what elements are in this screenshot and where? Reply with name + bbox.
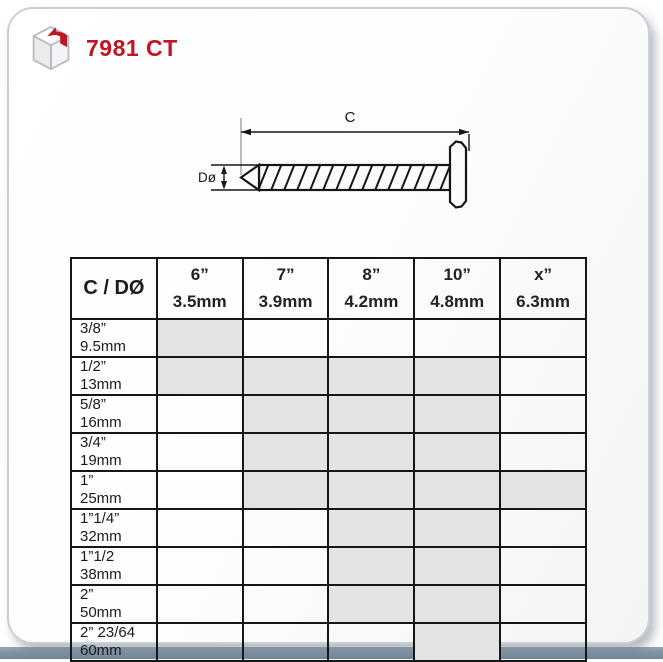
size-cell (500, 395, 586, 433)
table-row (71, 357, 586, 395)
page-title: 7981 CT (86, 34, 178, 61)
size-cell-available (414, 471, 500, 509)
size-cell (328, 319, 414, 357)
size-cell (243, 319, 329, 357)
size-cell (243, 623, 329, 661)
column-header-mm: 3.9mm (258, 292, 313, 311)
size-cell-available (328, 509, 414, 547)
brand (29, 23, 178, 73)
size-cell (500, 547, 586, 585)
row-header-mm: 60mm (80, 642, 122, 659)
table-body (71, 319, 586, 661)
column-header-mm: 6.3mm (516, 292, 570, 311)
row-header (71, 319, 157, 357)
column-header-inches: 10” (443, 265, 471, 284)
size-cell (500, 585, 586, 623)
size-cell-available (243, 357, 329, 395)
row-header-inches: 3/8” (80, 320, 106, 337)
size-cell-available (157, 357, 243, 395)
row-header (71, 547, 157, 585)
diameter-label: Dø (198, 170, 216, 185)
cube-arrow-icon (29, 23, 73, 73)
row-header-mm: 25mm (80, 490, 122, 507)
size-cell (157, 547, 243, 585)
size-cell (243, 509, 329, 547)
size-cell (500, 357, 586, 395)
size-cell-available (414, 433, 500, 471)
size-cell-available (328, 585, 414, 623)
row-header-mm: 9.5mm (80, 338, 126, 355)
size-cell-available (243, 433, 329, 471)
column-header (414, 258, 500, 319)
column-header-inches: 6” (190, 265, 209, 284)
size-cell-available (328, 395, 414, 433)
size-cell (500, 623, 586, 661)
size-cell-available (414, 395, 500, 433)
size-cell-available (328, 357, 414, 395)
row-header-inches: 1” (80, 472, 94, 489)
row-header-inches: 2” (80, 586, 94, 603)
size-cell-available (414, 547, 500, 585)
row-header-mm: 38mm (80, 566, 122, 583)
table-header-row (71, 258, 586, 319)
screw-tip (241, 165, 259, 190)
screw-diagram (180, 98, 494, 230)
table-row (71, 433, 586, 471)
size-cell (157, 509, 243, 547)
size-table (70, 257, 587, 662)
row-header-mm: 32mm (80, 528, 122, 545)
size-cell-available (243, 471, 329, 509)
table-row (71, 471, 586, 509)
length-label: C (344, 109, 356, 126)
column-header (243, 258, 329, 319)
size-cell-available (157, 319, 243, 357)
row-header-inches: 1”1/2 (80, 548, 115, 565)
size-cell-available (328, 433, 414, 471)
size-cell (157, 395, 243, 433)
size-cell-available (328, 547, 414, 585)
column-header-inches: 8” (362, 265, 381, 284)
column-header (328, 258, 414, 319)
screw-head (450, 142, 466, 208)
size-cell-available (328, 471, 414, 509)
row-header-inches: 1”1/4” (80, 510, 120, 527)
size-cell (500, 509, 586, 547)
size-cell (243, 547, 329, 585)
row-header-mm: 50mm (80, 604, 122, 621)
size-cell (500, 433, 586, 471)
arrowhead-right-icon (459, 129, 469, 135)
size-table-wrap (70, 257, 587, 659)
column-header-mm: 3.5mm (172, 292, 227, 311)
table-row (71, 319, 586, 357)
size-cell (157, 585, 243, 623)
column-header-mm: 4.8mm (430, 292, 485, 311)
size-cell (243, 585, 329, 623)
size-cell (328, 623, 414, 661)
row-header-inches: 2” 23/64 (80, 624, 136, 641)
catalog-card (7, 7, 650, 659)
row-header (71, 471, 157, 509)
size-cell-available (414, 585, 500, 623)
arrowhead-down-icon (221, 181, 227, 190)
row-header (71, 433, 157, 471)
size-cell (157, 471, 243, 509)
arrowhead-up-icon (221, 166, 227, 175)
table-row (71, 547, 586, 585)
column-header (157, 258, 243, 319)
row-header-inches: 5/8” (80, 396, 106, 413)
row-header (71, 357, 157, 395)
row-header-mm: 13mm (80, 376, 122, 393)
row-header-inches: 1/2” (80, 358, 106, 375)
column-header-mm: 4.2mm (344, 292, 399, 311)
size-cell-available (414, 509, 500, 547)
row-header (71, 585, 157, 623)
size-cell-available (500, 471, 586, 509)
table-row (71, 623, 586, 661)
table-row (71, 395, 586, 433)
row-header (71, 395, 157, 433)
corner-header: C / DØ (71, 258, 157, 319)
column-header-inches: x” (534, 265, 553, 284)
row-header-mm: 19mm (80, 452, 122, 469)
column-header-inches: 7” (276, 265, 295, 284)
row-header (71, 509, 157, 547)
size-cell-available (414, 623, 500, 661)
row-header-inches: 3/4” (80, 434, 106, 451)
row-header (71, 623, 157, 661)
row-header-mm: 16mm (80, 414, 122, 431)
column-header (500, 258, 586, 319)
table-row (71, 509, 586, 547)
size-cell (157, 433, 243, 471)
arrowhead-left-icon (241, 129, 251, 135)
size-cell (157, 623, 243, 661)
size-cell-available (414, 357, 500, 395)
size-cell (500, 319, 586, 357)
size-cell (414, 319, 500, 357)
table-row (71, 585, 586, 623)
size-cell-available (243, 395, 329, 433)
